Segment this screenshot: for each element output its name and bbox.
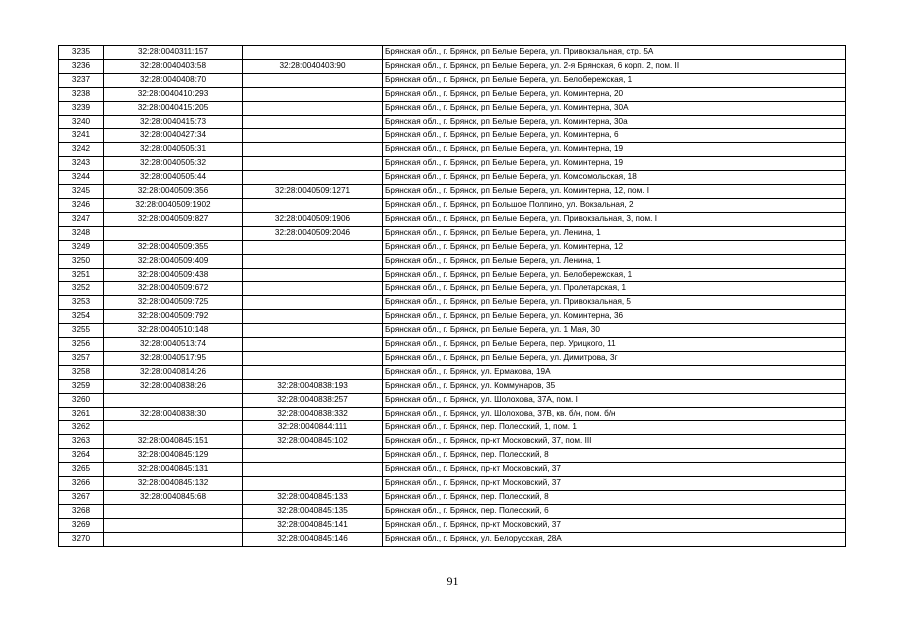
row-number-cell: 3267 <box>59 491 104 505</box>
building-cadastral-cell: 32:28:0040509:1271 <box>243 185 383 199</box>
row-number-cell: 3237 <box>59 73 104 87</box>
address-cell: Брянская обл., г. Брянск, рп Белые Берега, ул. Комсомольская, 18 <box>383 171 846 185</box>
building-cadastral-cell <box>243 324 383 338</box>
row-number-cell: 3250 <box>59 254 104 268</box>
cadastral-number-cell: 32:28:0040408:70 <box>104 73 243 87</box>
address-cell: Брянская обл., г. Брянск, рп Белые Берега, ул. Коминтерна, 6 <box>383 129 846 143</box>
row-number-cell: 3236 <box>59 59 104 73</box>
address-cell: Брянская обл., г. Брянск, рп Белые Берега, ул. Коминтерна, 19 <box>383 143 846 157</box>
building-cadastral-cell <box>243 198 383 212</box>
row-number-cell: 3262 <box>59 421 104 435</box>
table-row <box>59 463 846 477</box>
cadastral-number-cell: 32:28:0040513:74 <box>104 338 243 352</box>
row-number-cell: 3269 <box>59 518 104 532</box>
row-number-cell: 3252 <box>59 282 104 296</box>
row-number-cell: 3235 <box>59 46 104 60</box>
row-number-cell: 3246 <box>59 198 104 212</box>
building-cadastral-cell: 32:28:0040509:1906 <box>243 212 383 226</box>
table-row <box>59 59 846 73</box>
table-row <box>59 240 846 254</box>
address-cell: Брянская обл., г. Брянск, пер. Полесский, 1, пом. 1 <box>383 421 846 435</box>
table-row <box>59 212 846 226</box>
cadastral-number-cell <box>104 393 243 407</box>
table-row <box>59 351 846 365</box>
building-cadastral-cell: 32:28:0040838:332 <box>243 407 383 421</box>
row-number-cell: 3240 <box>59 115 104 129</box>
building-cadastral-cell <box>243 254 383 268</box>
table-row <box>59 73 846 87</box>
cadastral-number-cell: 32:28:0040311:157 <box>104 46 243 60</box>
cadastral-number-cell: 32:28:0040505:31 <box>104 143 243 157</box>
row-number-cell: 3259 <box>59 379 104 393</box>
address-cell: Брянская обл., г. Брянск, рп Белые Берега, ул. Коминтерна, 36 <box>383 310 846 324</box>
row-number-cell: 3256 <box>59 338 104 352</box>
address-cell: Брянская обл., г. Брянск, ул. Шолохова, 37А, пом. I <box>383 393 846 407</box>
table-row <box>59 421 846 435</box>
row-number-cell: 3242 <box>59 143 104 157</box>
row-number-cell: 3247 <box>59 212 104 226</box>
cadastral-number-cell: 32:28:0040403:58 <box>104 59 243 73</box>
address-cell: Брянская обл., г. Брянск, рп Белые Берега, ул. Ленина, 1 <box>383 254 846 268</box>
table-row <box>59 268 846 282</box>
address-cell: Брянская обл., г. Брянск, пр-кт Московский, 37 <box>383 518 846 532</box>
building-cadastral-cell <box>243 338 383 352</box>
table-row <box>59 101 846 115</box>
building-cadastral-cell: 32:28:0040509:2046 <box>243 226 383 240</box>
cadastral-number-cell: 32:28:0040845:131 <box>104 463 243 477</box>
row-number-cell: 3257 <box>59 351 104 365</box>
table-row <box>59 296 846 310</box>
row-number-cell: 3249 <box>59 240 104 254</box>
address-cell: Брянская обл., г. Брянск, рп Белые Берега, ул. Ленина, 1 <box>383 226 846 240</box>
address-cell: Брянская обл., г. Брянск, рп Белые Берега, ул. Коминтерна, 19 <box>383 157 846 171</box>
table-row <box>59 518 846 532</box>
address-cell: Брянская обл., г. Брянск, рп Белые Берега, ул. Коминтерна, 20 <box>383 87 846 101</box>
building-cadastral-cell <box>243 157 383 171</box>
building-cadastral-cell: 32:28:0040845:135 <box>243 504 383 518</box>
building-cadastral-cell: 32:28:0040845:102 <box>243 435 383 449</box>
building-cadastral-cell <box>243 351 383 365</box>
address-cell: Брянская обл., г. Брянск, рп Белые Берега, ул. Белобережская, 1 <box>383 73 846 87</box>
cadastral-number-cell: 32:28:0040509:827 <box>104 212 243 226</box>
row-number-cell: 3254 <box>59 310 104 324</box>
table-row <box>59 282 846 296</box>
address-cell: Брянская обл., г. Брянск, пер. Полесский, 8 <box>383 449 846 463</box>
table-row <box>59 491 846 505</box>
cadastral-number-cell: 32:28:0040509:725 <box>104 296 243 310</box>
address-cell: Брянская обл., г. Брянск, рп Большое Полпино, ул. Вокзальная, 2 <box>383 198 846 212</box>
building-cadastral-cell: 32:28:0040838:193 <box>243 379 383 393</box>
address-cell: Брянская обл., г. Брянск, рп Белые Берега, ул. Привокзальная, 3, пом. I <box>383 212 846 226</box>
building-cadastral-cell <box>243 477 383 491</box>
address-cell: Брянская обл., г. Брянск, пер. Полесский, 6 <box>383 504 846 518</box>
building-cadastral-cell <box>243 87 383 101</box>
building-cadastral-cell: 32:28:0040844:111 <box>243 421 383 435</box>
row-number-cell: 3263 <box>59 435 104 449</box>
address-cell: Брянская обл., г. Брянск, рп Белые Берега, пер. Урицкого, 11 <box>383 338 846 352</box>
cadastral-number-cell: 32:28:0040415:73 <box>104 115 243 129</box>
cadastral-number-cell: 32:28:0040845:129 <box>104 449 243 463</box>
address-cell: Брянская обл., г. Брянск, рп Белые Берега, ул. Коминтерна, 12 <box>383 240 846 254</box>
row-number-cell: 3241 <box>59 129 104 143</box>
cadastral-number-cell <box>104 518 243 532</box>
table-row <box>59 477 846 491</box>
table-row <box>59 310 846 324</box>
cadastral-number-cell: 32:28:0040838:26 <box>104 379 243 393</box>
row-number-cell: 3258 <box>59 365 104 379</box>
table-row <box>59 198 846 212</box>
table-row <box>59 46 846 60</box>
cadastral-number-cell: 32:28:0040517:95 <box>104 351 243 365</box>
cadastral-number-cell: 32:28:0040410:293 <box>104 87 243 101</box>
row-number-cell: 3265 <box>59 463 104 477</box>
address-cell: Брянская обл., г. Брянск, рп Белые Берега, ул. Привокзальная, стр. 5А <box>383 46 846 60</box>
cadastral-number-cell <box>104 532 243 546</box>
building-cadastral-cell <box>243 268 383 282</box>
building-cadastral-cell <box>243 310 383 324</box>
cadastral-number-cell: 32:28:0040845:68 <box>104 491 243 505</box>
cadastral-number-cell: 32:28:0040845:132 <box>104 477 243 491</box>
row-number-cell: 3255 <box>59 324 104 338</box>
cadastral-number-cell: 32:28:0040415:205 <box>104 101 243 115</box>
cadastral-number-cell: 32:28:0040505:32 <box>104 157 243 171</box>
table-row <box>59 504 846 518</box>
property-registry-table <box>58 45 846 547</box>
table-row <box>59 115 846 129</box>
row-number-cell: 3239 <box>59 101 104 115</box>
building-cadastral-cell <box>243 282 383 296</box>
table-row <box>59 157 846 171</box>
cadastral-number-cell: 32:28:0040505:44 <box>104 171 243 185</box>
address-cell: Брянская обл., г. Брянск, рп Белые Берега, ул. Белобережская, 1 <box>383 268 846 282</box>
cadastral-number-cell: 32:28:0040509:438 <box>104 268 243 282</box>
row-number-cell: 3238 <box>59 87 104 101</box>
address-cell: Брянская обл., г. Брянск, ул. Коммунаров, 35 <box>383 379 846 393</box>
cadastral-number-cell: 32:28:0040814:26 <box>104 365 243 379</box>
building-cadastral-cell <box>243 101 383 115</box>
address-cell: Брянская обл., г. Брянск, рп Белые Берега, ул. 2-я Брянская, 6 корп. 2, пом. II <box>383 59 846 73</box>
building-cadastral-cell: 32:28:0040845:141 <box>243 518 383 532</box>
building-cadastral-cell <box>243 449 383 463</box>
row-number-cell: 3253 <box>59 296 104 310</box>
table-row <box>59 379 846 393</box>
cadastral-number-cell: 32:28:0040509:792 <box>104 310 243 324</box>
address-cell: Брянская обл., г. Брянск, рп Белые Берега, ул. Коминтерна, 12, пом. I <box>383 185 846 199</box>
row-number-cell: 3270 <box>59 532 104 546</box>
table-row <box>59 365 846 379</box>
building-cadastral-cell <box>243 240 383 254</box>
cadastral-number-cell: 32:28:0040509:409 <box>104 254 243 268</box>
table-row <box>59 449 846 463</box>
address-cell: Брянская обл., г. Брянск, пр-кт Московский, 37 <box>383 477 846 491</box>
cadastral-number-cell <box>104 226 243 240</box>
cadastral-number-cell <box>104 504 243 518</box>
address-cell: Брянская обл., г. Брянск, рп Белые Берега, ул. Коминтерна, 30А <box>383 101 846 115</box>
cadastral-number-cell: 32:28:0040427:34 <box>104 129 243 143</box>
table-row <box>59 435 846 449</box>
cadastral-number-cell: 32:28:0040509:356 <box>104 185 243 199</box>
address-cell: Брянская обл., г. Брянск, ул. Шолохова, 37В, кв. б/н, пом. б/н <box>383 407 846 421</box>
table-row <box>59 324 846 338</box>
address-cell: Брянская обл., г. Брянск, ул. Белорусская, 28А <box>383 532 846 546</box>
row-number-cell: 3266 <box>59 477 104 491</box>
address-cell: Брянская обл., г. Брянск, рп Белые Берега, ул. Коминтерна, 30а <box>383 115 846 129</box>
registry-table-body <box>59 46 846 547</box>
row-number-cell: 3248 <box>59 226 104 240</box>
table-row <box>59 185 846 199</box>
address-cell: Брянская обл., г. Брянск, рп Белые Берега, ул. Привокзальная, 5 <box>383 296 846 310</box>
building-cadastral-cell <box>243 143 383 157</box>
address-cell: Брянская обл., г. Брянск, рп Белые Берега, ул. 1 Мая, 30 <box>383 324 846 338</box>
cadastral-number-cell <box>104 421 243 435</box>
row-number-cell: 3244 <box>59 171 104 185</box>
row-number-cell: 3245 <box>59 185 104 199</box>
building-cadastral-cell <box>243 365 383 379</box>
cadastral-number-cell: 32:28:0040509:672 <box>104 282 243 296</box>
row-number-cell: 3268 <box>59 504 104 518</box>
row-number-cell: 3260 <box>59 393 104 407</box>
table-row <box>59 393 846 407</box>
table-row <box>59 226 846 240</box>
table-row <box>59 87 846 101</box>
address-cell: Брянская обл., г. Брянск, пер. Полесский, 8 <box>383 491 846 505</box>
cadastral-number-cell: 32:28:0040510:148 <box>104 324 243 338</box>
building-cadastral-cell <box>243 463 383 477</box>
row-number-cell: 3243 <box>59 157 104 171</box>
page-number: 91 <box>446 574 459 588</box>
table-row <box>59 254 846 268</box>
table-row <box>59 338 846 352</box>
building-cadastral-cell: 32:28:0040838:257 <box>243 393 383 407</box>
cadastral-number-cell: 32:28:0040838:30 <box>104 407 243 421</box>
building-cadastral-cell <box>243 46 383 60</box>
table-row <box>59 129 846 143</box>
address-cell: Брянская обл., г. Брянск, рп Белые Берега, ул. Димитрова, 3г <box>383 351 846 365</box>
building-cadastral-cell <box>243 115 383 129</box>
address-cell: Брянская обл., г. Брянск, пр-кт Московский, 37, пом. III <box>383 435 846 449</box>
building-cadastral-cell <box>243 73 383 87</box>
table-row <box>59 143 846 157</box>
cadastral-number-cell: 32:28:0040509:355 <box>104 240 243 254</box>
table-row <box>59 407 846 421</box>
address-cell: Брянская обл., г. Брянск, пр-кт Московский, 37 <box>383 463 846 477</box>
building-cadastral-cell <box>243 171 383 185</box>
row-number-cell: 3264 <box>59 449 104 463</box>
building-cadastral-cell <box>243 129 383 143</box>
building-cadastral-cell: 32:28:0040403:90 <box>243 59 383 73</box>
building-cadastral-cell: 32:28:0040845:133 <box>243 491 383 505</box>
row-number-cell: 3261 <box>59 407 104 421</box>
cadastral-number-cell: 32:28:0040509:1902 <box>104 198 243 212</box>
row-number-cell: 3251 <box>59 268 104 282</box>
building-cadastral-cell <box>243 296 383 310</box>
building-cadastral-cell: 32:28:0040845:146 <box>243 532 383 546</box>
cadastral-number-cell: 32:28:0040845:151 <box>104 435 243 449</box>
address-cell: Брянская обл., г. Брянск, рп Белые Берега, ул. Пролетарская, 1 <box>383 282 846 296</box>
address-cell: Брянская обл., г. Брянск, ул. Ермакова, 19А <box>383 365 846 379</box>
table-row <box>59 532 846 546</box>
table-row <box>59 171 846 185</box>
